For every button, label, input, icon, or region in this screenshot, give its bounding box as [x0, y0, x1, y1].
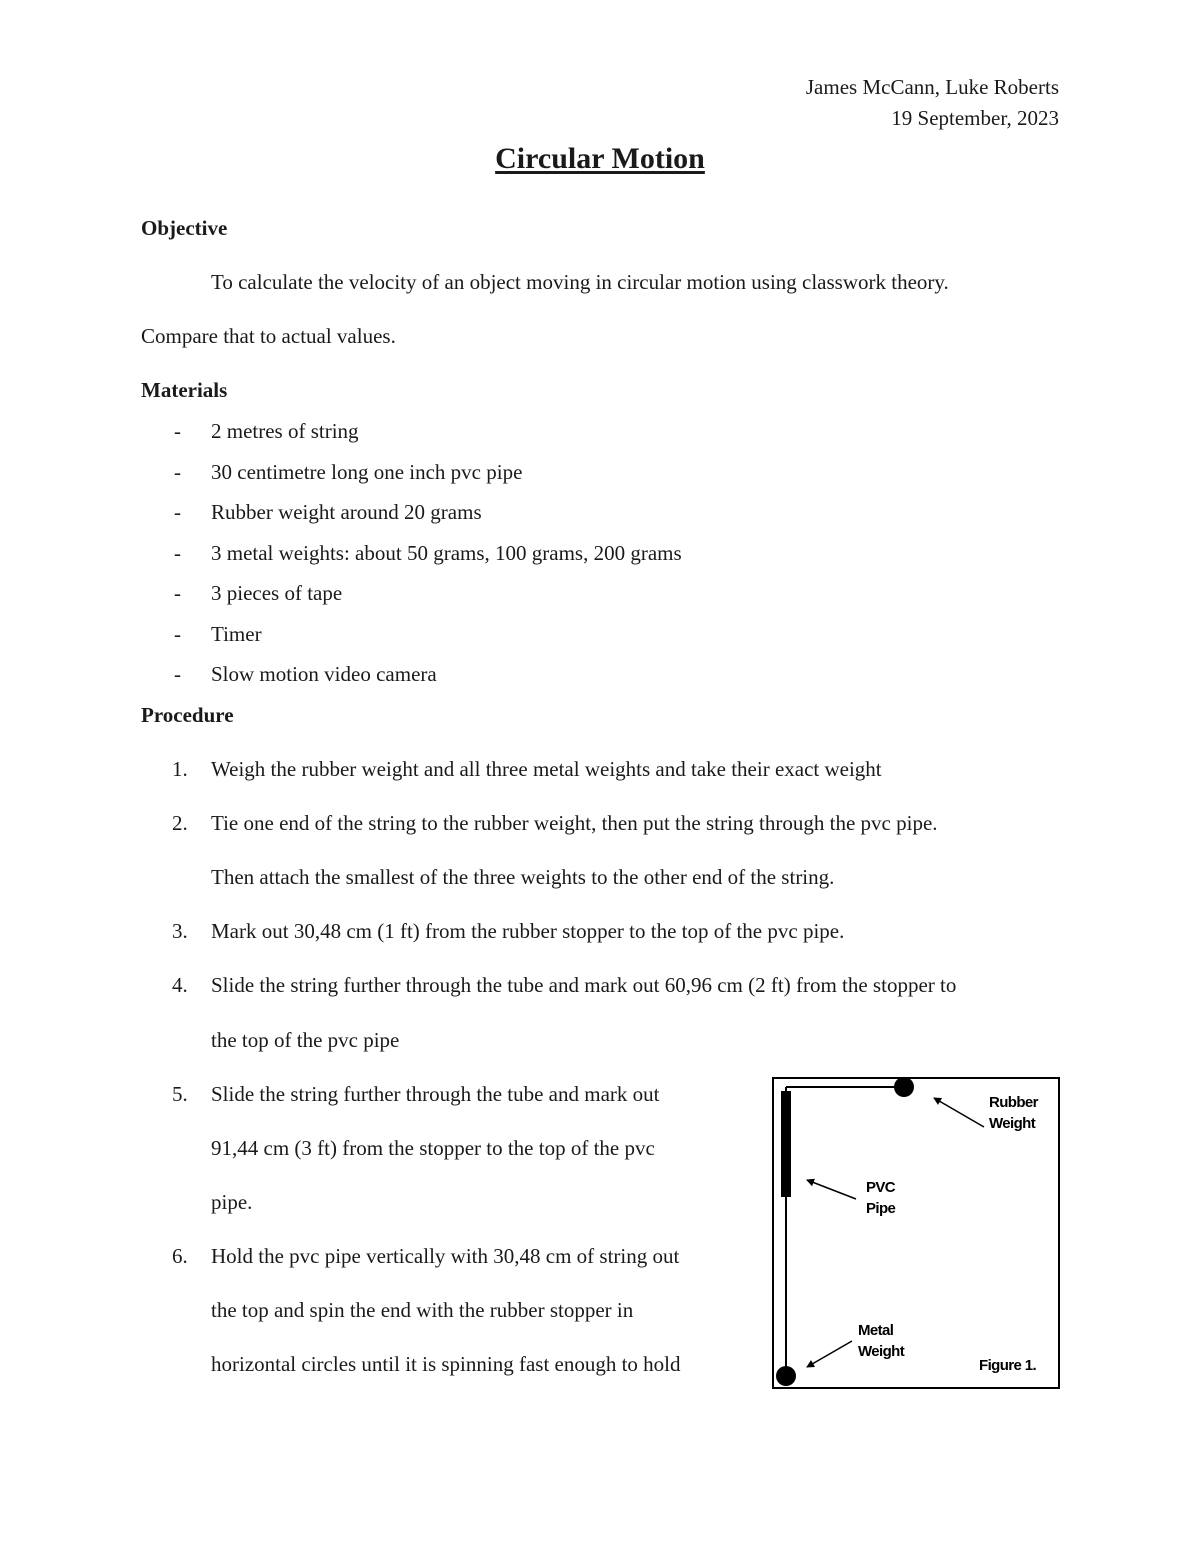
pvc-label-line: PVC — [866, 1179, 896, 1196]
materials-item: 2 metres of string — [211, 419, 359, 443]
materials-heading: Materials — [141, 378, 228, 402]
figure-caption: Figure 1. — [979, 1357, 1037, 1374]
pvc-pipe-shape — [781, 1091, 791, 1197]
step-line: Then attach the smallest of the three weights to the other end of the string. — [211, 865, 835, 889]
metal-label-line: Metal — [858, 1322, 894, 1339]
materials-item: 3 pieces of tape — [211, 581, 343, 605]
step-line: Slide the string further through the tube and mark out — [211, 1082, 660, 1106]
rubber-label-line: Rubber — [989, 1094, 1038, 1111]
authors: James McCann, Luke Roberts — [805, 75, 1059, 99]
materials-bullet: - — [174, 662, 181, 686]
materials-item: 3 metal weights: about 50 grams, 100 grams, 200 grams — [211, 541, 682, 565]
step-line: the top and spin the end with the rubber stopper in — [211, 1298, 634, 1322]
step-number: 3. — [172, 919, 188, 943]
rubber-weight-ball — [894, 1079, 914, 1097]
materials-item: 30 centimetre long one inch pvc pipe — [211, 460, 523, 484]
step-number: 6. — [172, 1244, 188, 1268]
pvc-label-line: Pipe — [866, 1200, 896, 1217]
materials-item: Timer — [211, 622, 262, 646]
materials-bullet: - — [174, 541, 181, 565]
step-number: 2. — [172, 811, 188, 835]
step-line: Tie one end of the string to the rubber weight, then put the string through the pvc pipe. — [211, 811, 938, 835]
procedure-heading: Procedure — [141, 703, 234, 727]
metal-weight-ball — [776, 1366, 796, 1386]
step-line: horizontal circles until it is spinning fast enough to hold — [211, 1352, 681, 1376]
step-number: 4. — [172, 973, 188, 997]
materials-item: Rubber weight around 20 grams — [211, 500, 482, 524]
step-line: Slide the string further through the tube and mark out 60,96 cm (2 ft) from the stopper to — [211, 973, 957, 997]
materials-bullet: - — [174, 500, 181, 524]
materials-bullet: - — [174, 622, 181, 646]
metal-weight-label — [858, 1320, 904, 1362]
materials-bullet: - — [174, 460, 181, 484]
step-line: Mark out 30,48 cm (1 ft) from the rubber stopper to the top of the pvc pipe. — [211, 919, 845, 943]
materials-bullet: - — [174, 419, 181, 443]
step-line: pipe. — [211, 1190, 253, 1214]
objective-line-2: Compare that to actual values. — [141, 324, 396, 348]
step-line: Hold the pvc pipe vertically with 30,48 cm of string out — [211, 1244, 680, 1268]
pvc-arrow — [807, 1180, 856, 1199]
date: 19 September, 2023 — [891, 106, 1059, 130]
pvc-pipe-label — [866, 1177, 895, 1219]
metal-label-line: Weight — [858, 1343, 905, 1360]
materials-item: Slow motion video camera — [211, 662, 437, 686]
objective-line-1: To calculate the velocity of an object moving in circular motion using classwork theory. — [211, 270, 949, 294]
step-line: Weigh the rubber weight and all three metal weights and take their exact weight — [211, 757, 882, 781]
header-block — [806, 72, 1059, 134]
step-line: the top of the pvc pipe — [211, 1028, 400, 1052]
metal-arrow — [807, 1341, 852, 1367]
step-number: 5. — [172, 1082, 188, 1106]
step-line: 91,44 cm (3 ft) from the stopper to the top of the pvc — [211, 1136, 655, 1160]
rubber-label-line: Weight — [989, 1115, 1036, 1132]
page-title: Circular Motion — [495, 142, 705, 175]
figure-1-diagram — [772, 1077, 1060, 1389]
materials-bullet: - — [174, 581, 181, 605]
objective-heading: Objective — [141, 216, 228, 240]
step-number: 1. — [172, 757, 188, 781]
rubber-weight-label — [989, 1092, 1038, 1134]
rubber-arrow — [934, 1098, 984, 1127]
